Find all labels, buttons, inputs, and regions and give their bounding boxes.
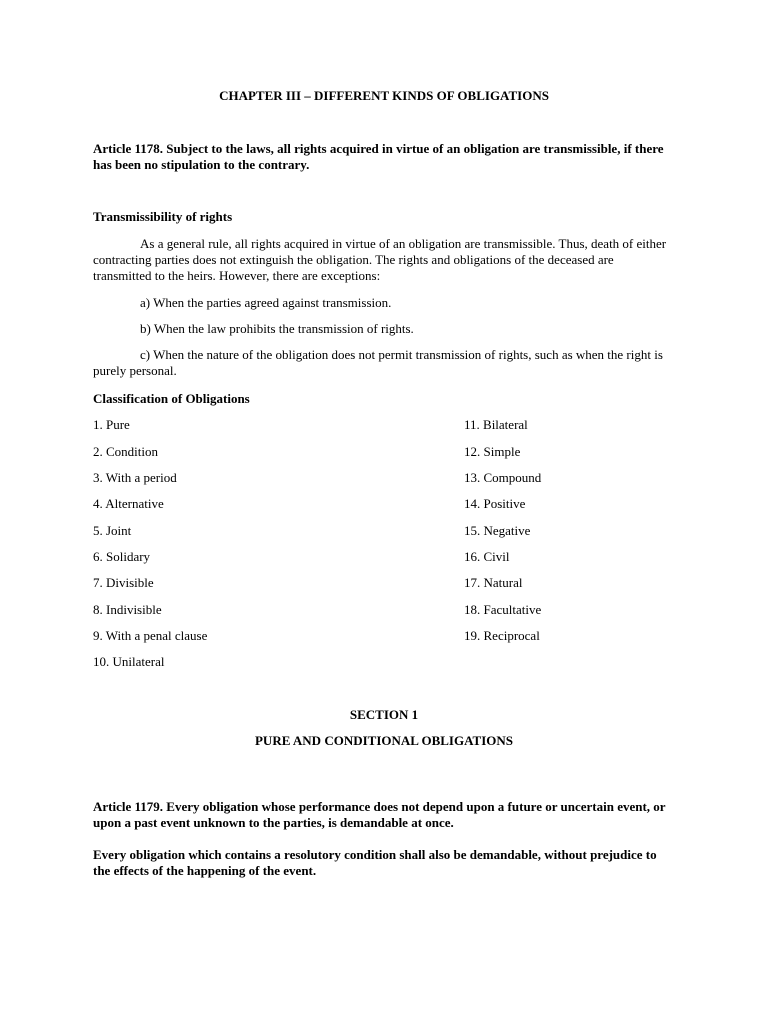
- exception-c: c) When the nature of the obligation does not permit transmission of rights, such as when the right is purely personal.: [93, 347, 663, 378]
- transmissibility-paragraph: As a general rule, all rights acquired in virtue of an obligation are transmissible. Thus, death of either contracting parties does not extinguish the obligation. The rights and obligations of the deceased are transmitted to the heirs. However, there are exceptions:: [93, 236, 667, 283]
- article-1179-para2: Every obligation which contains a resolutory condition shall also be demandable, without prejudice to the effects of the happening of the event.: [93, 847, 657, 878]
- classification-heading: Classification of Obligations: [93, 391, 250, 406]
- list-item: 13. Compound: [464, 470, 542, 485]
- list-item: 3. With a period: [93, 470, 177, 485]
- list-item: 16. Civil: [464, 549, 510, 564]
- list-item: 1. Pure: [93, 417, 130, 432]
- list-item: 8. Indivisible: [93, 602, 162, 617]
- list-item: 2. Condition: [93, 444, 159, 459]
- list-item: 15. Negative: [464, 523, 531, 538]
- section-title: PURE AND CONDITIONAL OBLIGATIONS: [254, 733, 513, 748]
- article-1178: Article 1178. Subject to the laws, all rights acquired in virtue of an obligation are transmissible, if there has been no stipulation to the contrary.: [93, 141, 664, 172]
- list-item: 5. Joint: [93, 523, 132, 538]
- list-item: 10. Unilateral: [93, 654, 165, 669]
- list-item: 9. With a penal clause: [93, 628, 208, 643]
- list-item: 7. Divisible: [93, 575, 154, 590]
- list-item: 4. Alternative: [93, 496, 164, 511]
- exception-b: b) When the law prohibits the transmission of rights.: [140, 321, 414, 336]
- section-number: SECTION 1: [349, 707, 419, 722]
- exception-a: a) When the parties agreed against transmission.: [140, 295, 392, 310]
- list-item: 11. Bilateral: [464, 417, 528, 432]
- list-item: 14. Positive: [464, 496, 526, 511]
- list-item: 6. Solidary: [93, 549, 151, 564]
- list-item: 19. Reciprocal: [464, 628, 540, 643]
- list-item: 18. Facultative: [464, 602, 542, 617]
- chapter-title: CHAPTER III – DIFFERENT KINDS OF OBLIGATIONS: [219, 88, 549, 103]
- article-1179-para1: Article 1179. Every obligation whose performance does not depend upon a future or uncertain event, or upon a past event unknown to the parties, is demandable at once.: [93, 799, 666, 830]
- list-item: 17. Natural: [464, 575, 523, 590]
- list-item: 12. Simple: [464, 444, 521, 459]
- transmissibility-heading: Transmissibility of rights: [93, 209, 233, 224]
